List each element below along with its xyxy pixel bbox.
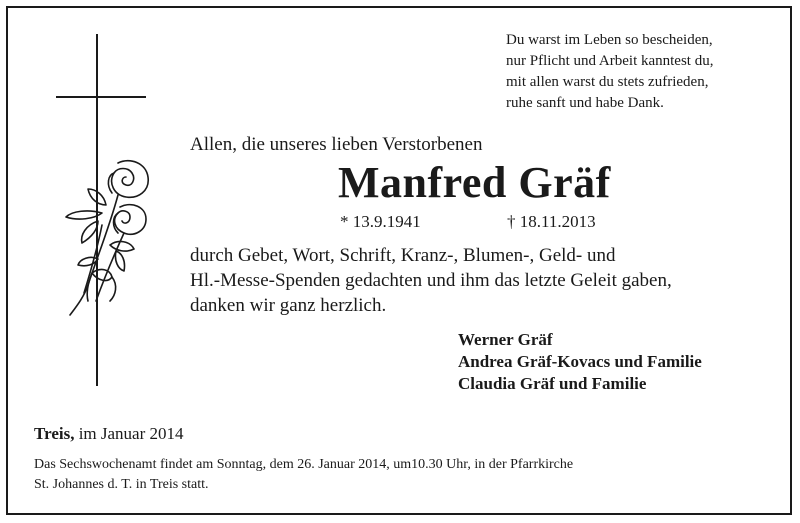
thanks-text — [190, 243, 672, 318]
poem — [506, 30, 713, 114]
roses-icon — [58, 155, 158, 320]
notice-line: St. Johannes d. T. in Treis statt. — [34, 477, 209, 492]
notice-line: Das Sechswochenamt findet am Sonntag, dem 26. Januar 2014, um10.30 Uhr, in der Pfarrkirche — [34, 457, 574, 472]
signers — [458, 329, 702, 395]
place-town: Treis, — [34, 424, 75, 443]
cross-horizontal-beam — [56, 96, 146, 98]
poem-line: ruhe sanft und habe Dank. — [506, 95, 664, 111]
thanks-line: danken wir ganz herzlich. — [190, 295, 387, 316]
poem-line: mit allen warst du stets zufrieden, — [506, 74, 709, 90]
place-month: im Januar 2014 — [78, 424, 184, 443]
intro-text: Allen, die unseres lieben Verstorbenen — [190, 134, 483, 155]
place-date — [34, 424, 184, 444]
thanks-line: Hl.-Messe-Spenden gedachten und ihm das letzte Geleit gaben, — [190, 270, 672, 291]
thanks-line: durch Gebet, Wort, Schrift, Kranz-, Blumen-, Geld- und — [190, 245, 616, 266]
signer: Andrea Gräf-Kovacs und Familie — [458, 352, 702, 371]
birth-date: * 13.9.1941 — [340, 212, 421, 231]
service-notice — [34, 455, 573, 495]
poem-line: nur Pflicht und Arbeit kanntest du, — [506, 53, 714, 69]
deceased-name: Manfred Gräf — [338, 158, 611, 207]
poem-line: Du warst im Leben so bescheiden, — [506, 32, 713, 48]
signer: Claudia Gräf und Familie — [458, 374, 647, 393]
death-date: † 18.11.2013 — [507, 212, 596, 231]
signer: Werner Gräf — [458, 330, 553, 349]
